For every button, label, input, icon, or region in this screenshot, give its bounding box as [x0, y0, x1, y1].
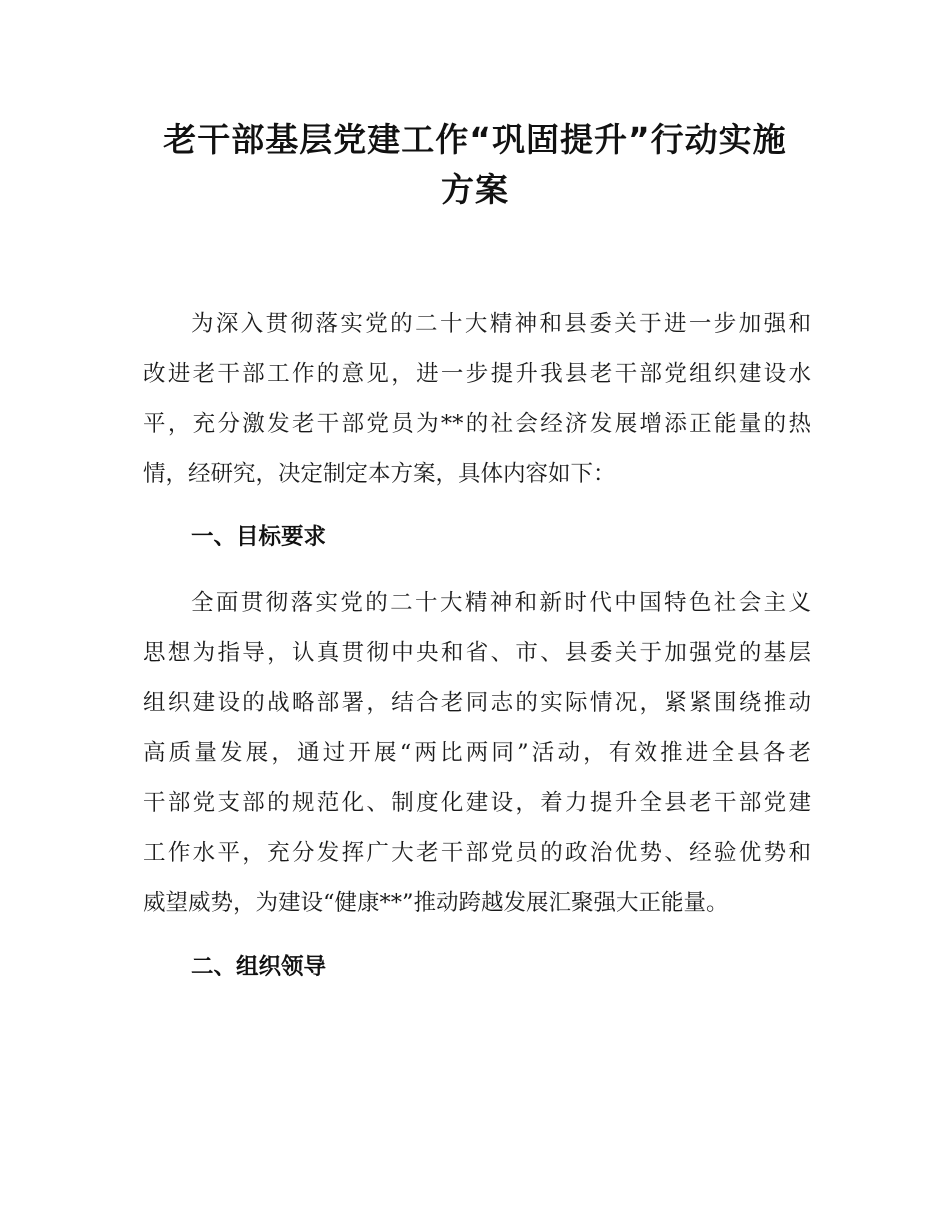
section1-paragraph-line: 干部党支部的规范化、制度化建设，着力提升全县老干部党建 — [143, 790, 811, 816]
intro-paragraph-line: 为深入贯彻落实党的二十大精神和县委关于进一步加强和 — [191, 311, 811, 337]
section-heading-organization: 二、组织领导 — [191, 954, 327, 980]
section1-paragraph-line: 威望威势，为建设“健康**”推动跨越发展汇聚强大正能量。 — [143, 890, 729, 916]
section1-paragraph-line: 思想为指导，认真贯彻中央和省、市、县委关于加强党的基层 — [143, 640, 811, 666]
intro-paragraph-line: 情，经研究，决定制定本方案，具体内容如下： — [143, 461, 616, 487]
document-title-line-2: 方案 — [441, 170, 509, 209]
section1-paragraph-line: 工作水平，充分发挥广大老干部党员的政治优势、经验优势和 — [143, 840, 811, 866]
document-title-line-1: 老干部基层党建工作“巩固提升”行动实施 — [163, 120, 787, 159]
intro-paragraph-line: 平，充分激发老干部党员为**的社会经济发展增添正能量的热 — [143, 411, 811, 437]
section1-paragraph-line: 全面贯彻落实党的二十大精神和新时代中国特色社会主义 — [191, 590, 811, 616]
section1-paragraph-line: 组织建设的战略部署，结合老同志的实际情况，紧紧围绕推动 — [143, 690, 811, 716]
section-heading-goals: 一、目标要求 — [191, 524, 327, 550]
section1-paragraph-line: 高质量发展，通过开展“两比两同”活动，有效推进全县各老 — [143, 740, 811, 766]
intro-paragraph-line: 改进老干部工作的意见，进一步提升我县老干部党组织建设水 — [143, 361, 811, 387]
